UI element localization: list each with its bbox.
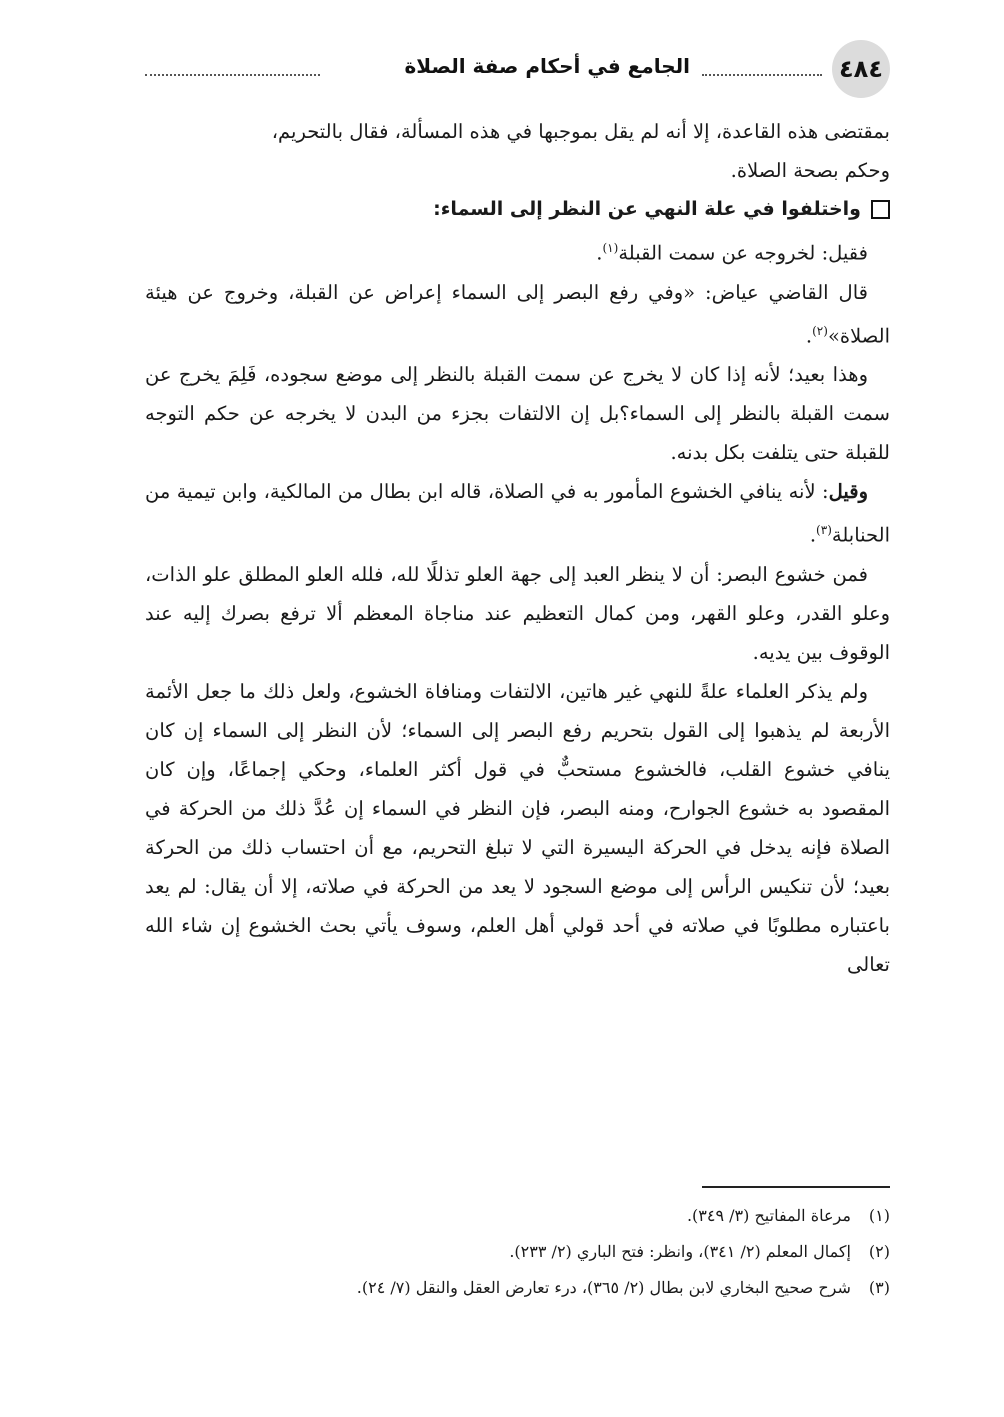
text: . — [596, 241, 603, 265]
footnote-text: مرعاة المفاتيح (٣/ ٣٤٩). — [686, 1206, 851, 1225]
heading-text: واختلفوا في علة النهي عن النظر إلى السماء: — [433, 198, 861, 220]
header-dot-leader-left — [145, 74, 320, 76]
section-heading — [145, 190, 890, 229]
text: قال القاضي عياض: «وفي رفع البصر إلى السماء إعراض عن القبلة، وخروج عن هيئة الصلاة» — [145, 280, 890, 347]
footnote — [145, 1270, 890, 1306]
header-dot-leader-right — [702, 74, 822, 76]
paragraph-line — [145, 112, 890, 151]
paragraph: فمن خشوع البصر: أن لا ينظر العبد إلى جهة العلو تذللًا لله، فلله العلو المطلق علو الذات، وعلو القدر، وعلو القهر، ومن كمال التعظيم عند مناجاة المعظم ألا ترفع بصرك إليه عند الوقوف بين يديه. — [145, 562, 890, 664]
footnote-ref: (١) — [602, 241, 619, 255]
page-number-badge: ٤٨٤ — [832, 40, 890, 98]
bold-lead: وقيل — [828, 480, 868, 503]
footnote-text: إكمال المعلم (٢/ ٣٤١)، وانظر: فتح الباري (٢/ ٢٣٣). — [509, 1242, 851, 1261]
paragraph — [145, 229, 890, 273]
text: فقيل: لخروجه عن سمت القبلة — [618, 241, 868, 265]
paragraph — [145, 472, 890, 555]
text: : لأنه ينافي الخشوع المأمور به في الصلاة، قاله ابن بطال من المالكية، وابن تيمية من الحنابلة — [145, 480, 890, 547]
page-header — [145, 40, 890, 100]
footnote-ref: (٢) — [812, 323, 828, 338]
footnote-separator — [702, 1186, 890, 1188]
footnote — [145, 1198, 890, 1234]
paragraph — [145, 273, 890, 356]
footnote-number: (٢) — [868, 1242, 890, 1261]
text-line: بمقتضى هذه القاعدة، إلا أنه لم يقل بموجبها في هذه المسألة، فقال بالتحريم، — [271, 120, 890, 143]
text: . — [805, 324, 813, 347]
footnote — [145, 1234, 890, 1270]
paragraph: وهذا بعيد؛ لأنه إذا كان لا يخرج عن سمت القبلة بالنظر إلى موضع سجوده، فَلِمَ يخرج عن سمت القبلة بالنظر إلى السماء؟بل إن الالتفات بجزء من البدن لا يخرجه عن حكم التوجه للقبلة حتى يتلفت بكل بدنه. — [145, 363, 890, 464]
footnote-text: شرح صحيح البخاري لابن بطال (٢/ ٣٦٥)، درء تعارض العقل والنقل (٧/ ٢٤). — [356, 1278, 851, 1297]
footnotes — [145, 1198, 890, 1306]
footnote-number: (١) — [868, 1206, 890, 1225]
checkbox-bullet-icon — [871, 200, 890, 219]
footnote-number: (٣) — [868, 1278, 890, 1297]
main-text — [145, 112, 890, 984]
paragraph: ولم يذكر العلماء علةً للنهي غير هاتين، الالتفات ومنافاة الخشوع، ولعل ذلك ما جعل الأئمة الأربعة لم يذهبوا إلى القول بتحريم رفع البصر إلى السماء؛ لأن النظر إلى السماء إن كان ينافي خشوع القلب، فالخشوع مستحبٌّ في قول أكثر العلماء، وحكي إجماعًا، وإن كان المقصود به خشوع الجوارح، ومنه البصر، فإن النظر في السماء إن عُدَّ ذلك من الحركة في الصلاة فإنه يدخل في الحركة اليسيرة التي لا تبلغ التحريم، مع أن احتساب ذلك من الحركة بعيد؛ لأن تنكيس الرأس إلى موضع السجود لا يعد من الحركة في صلاته، إلا أن يقال: لم يعد باعتباره مطلوبًا في صلاته في أحد قولي أهل العلم، وسوف يأتي بحث الخشوع إن شاء الله تعالى — [145, 679, 890, 976]
running-book-title: الجامع في أحكام صفة الصلاة — [404, 54, 690, 78]
footnote-ref: (٣) — [816, 523, 832, 537]
paragraph-line — [145, 151, 890, 190]
text: . — [809, 523, 817, 547]
text-line: وحكم بصحة الصلاة. — [730, 159, 890, 182]
